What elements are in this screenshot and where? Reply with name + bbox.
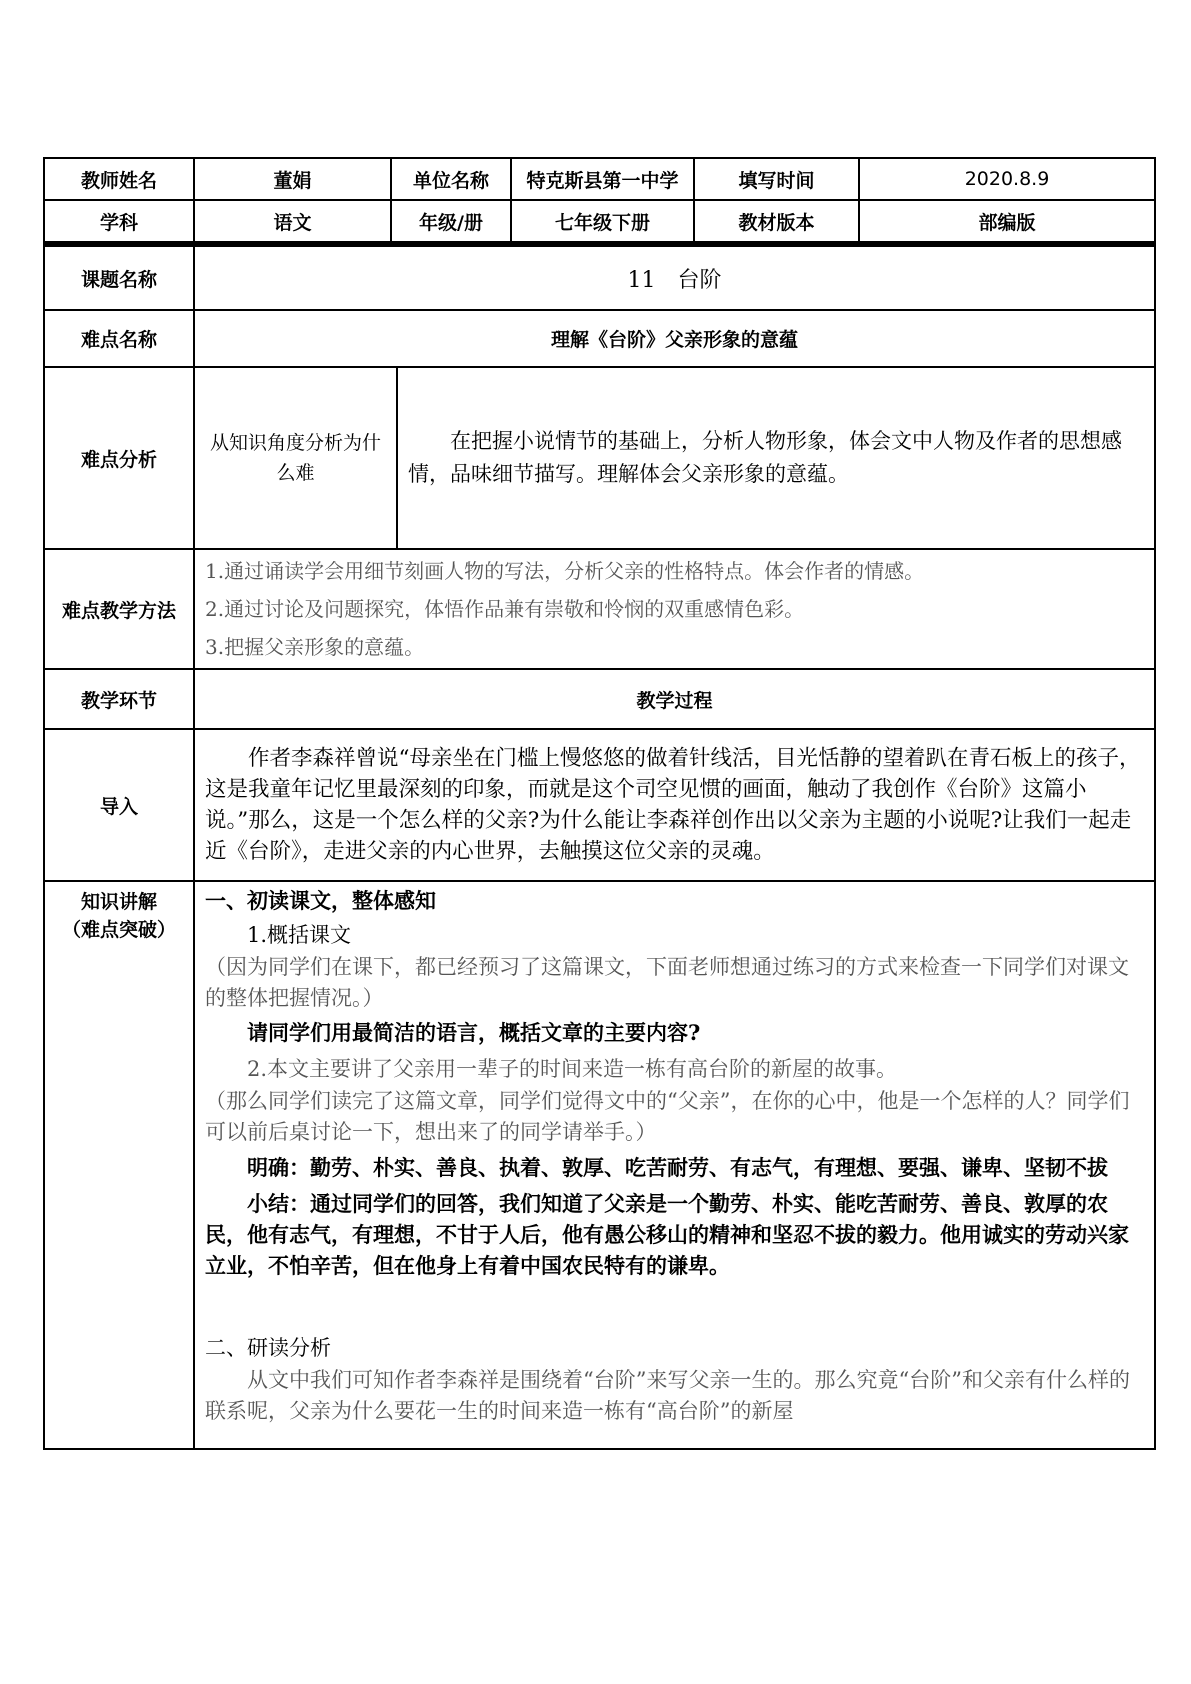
- grade-value: 七年级下册: [511, 200, 694, 242]
- grade-label: 年级/册: [391, 200, 511, 242]
- knowledge-label-line1: 知识讲解: [80, 891, 157, 913]
- method-item-1: 1.通过诵读学会用细节刻画人物的写法，分析父亲的性格特点。体会作者的情感。: [205, 559, 925, 583]
- note2-text: （那么同学们读完了这篇文章，同学们觉得文中的“父亲”，在你的心中，他是一个怎样的人？同学们可以前后桌讨论一下，想出来了的同学请举手。）: [205, 1089, 1130, 1144]
- difficulty-value: 理解《台阶》父亲形象的意蕴: [194, 310, 1155, 367]
- content-table: [43, 243, 1156, 1450]
- knowledge-cell: [194, 881, 1155, 1449]
- item2-text: 2.本文主要讲了父亲用一辈子的时间来造一栋有高台阶的新屋的故事。: [247, 1057, 898, 1081]
- edition-value: 部编版: [859, 200, 1155, 242]
- process-label: 教学环节: [44, 669, 194, 729]
- lesson-plan-sheet: [43, 157, 1154, 1450]
- unit-label: 单位名称: [391, 158, 511, 200]
- topic-row: [44, 245, 1155, 310]
- question1-text: 请同学们用最简洁的语言，概括文章的主要内容?: [247, 1020, 701, 1045]
- method-item-3: 3.把握父亲形象的意蕴。: [205, 635, 425, 659]
- answer-text: 明确：勤劳、朴实、善良、执着、敦厚、吃苦耐劳、有志气，有理想、要强、谦卑、坚韧不拔: [247, 1155, 1108, 1180]
- section2-paragraph: 从文中我们可知作者李森祥是围绕着“台阶”来写父亲一生的。那么究竟“台阶”和父亲有什么样的联系呢，父亲为什么要花一生的时间来造一栋有“高台阶”的新屋: [205, 1368, 1130, 1423]
- date-label: 填写时间: [694, 158, 859, 200]
- date-value: 2020.8.9: [859, 158, 1155, 200]
- difficulty-label: 难点名称: [44, 310, 194, 367]
- topic-label: 课题名称: [44, 245, 194, 310]
- teacher-label: 教师姓名: [44, 158, 194, 200]
- summary-text: 小结：通过同学们的回答，我们知道了父亲是一个勤劳、朴实、能吃苦耐劳、善良、敦厚的农民，他有志气，有理想，不甘于人后，他有愚公移山的精神和坚忍不拔的毅力。他用诚实的劳动兴家立业，不怕辛苦，但在他身上有着中国农民特有的谦卑。: [205, 1191, 1129, 1278]
- intro-cell: [194, 729, 1155, 881]
- header-row-2: [44, 200, 1155, 242]
- methods-row: [44, 549, 1155, 669]
- knowledge-row: [44, 881, 1155, 1449]
- analysis-text: 在把握小说情节的基础上，分析人物形象，体会文中人物及作者的思想感情，品味细节描写。理解体会父亲形象的意蕴。: [408, 429, 1122, 486]
- header-table: [43, 157, 1156, 243]
- intro-text: 作者李森祥曾说“母亲坐在门槛上慢悠悠的做着针线活，目光恬静的望着趴在青石板上的孩子，这是我童年记忆里最深刻的印象，而就是这个司空见惯的画面，触动了我创作《台阶》这篇小说。”那么，这是一个怎么样的父亲?为什么能让李森祥创作出以父亲为主题的小说呢?让我们一起走近《台阶》，走进父亲的内心世界，去触摸这位父亲的灵魂。: [205, 746, 1141, 864]
- section2-title: 二、研读分析: [205, 1336, 331, 1360]
- header-row-1: [44, 158, 1155, 200]
- process-header-row: [44, 669, 1155, 729]
- analysis-sub-label: 从知识角度分析为什么难: [194, 367, 397, 549]
- knowledge-label: [44, 881, 194, 1449]
- intro-row: [44, 729, 1155, 881]
- methods-label: 难点教学方法: [44, 549, 194, 669]
- analysis-cell: [397, 367, 1155, 549]
- item1-text: 1.概括课文: [247, 923, 352, 947]
- blank-spacer: [205, 1281, 1144, 1331]
- subject-label: 学科: [44, 200, 194, 242]
- method-item-2: 2.通过讨论及问题探究，体悟作品兼有崇敬和怜悯的双重感情色彩。: [205, 597, 805, 621]
- analysis-label: 难点分析: [44, 367, 194, 549]
- process-value: 教学过程: [194, 669, 1155, 729]
- methods-cell: [194, 549, 1155, 669]
- difficulty-row: [44, 310, 1155, 367]
- section1-title: 一、初读课文，整体感知: [205, 888, 436, 913]
- analysis-row: [44, 367, 1155, 549]
- topic-value: 11 台阶: [194, 245, 1155, 310]
- edition-label: 教材版本: [694, 200, 859, 242]
- subject-value: 语文: [194, 200, 391, 242]
- note1-text: （因为同学们在课下，都已经预习了这篇课文，下面老师想通过练习的方式来检查一下同学们对课文的整体把握情况。）: [205, 955, 1129, 1010]
- teacher-value: 董娟: [194, 158, 391, 200]
- intro-label: 导入: [44, 729, 194, 881]
- knowledge-label-line2: （难点突破）: [61, 919, 176, 941]
- unit-value: 特克斯县第一中学: [511, 158, 694, 200]
